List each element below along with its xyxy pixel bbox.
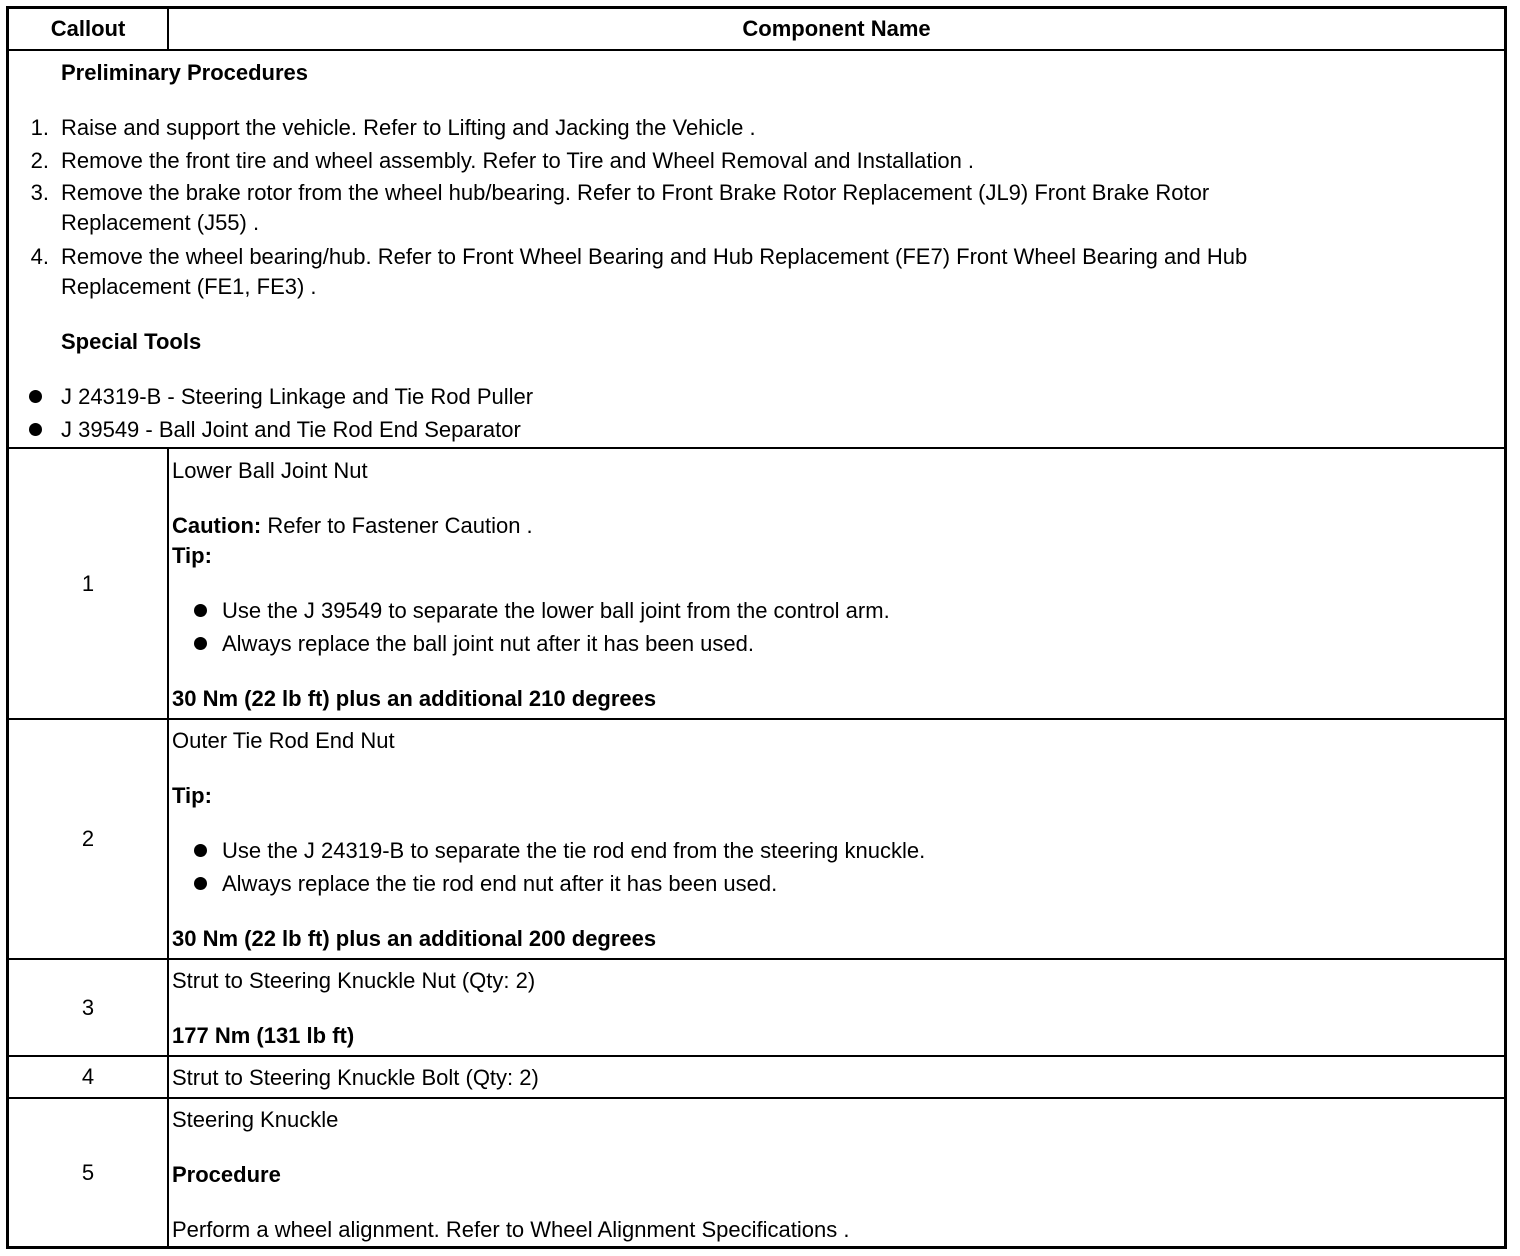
tip-item: Use the J 39549 to separate the lower ball joint from the control arm. bbox=[222, 598, 890, 623]
tip-label: Tip: bbox=[172, 543, 212, 568]
table-row bbox=[9, 1057, 1504, 1099]
step-3-text-line-1: Remove the brake rotor from the wheel hub/bearing. Refer to Front Brake Rotor Replacement (JL9) Front Brake Rotor bbox=[61, 180, 1210, 205]
component-name: Steering Knuckle bbox=[172, 1107, 339, 1132]
component-name-column-header: Component Name bbox=[742, 16, 931, 41]
callout-number: 3 bbox=[81, 994, 95, 1020]
step-number: 1. bbox=[30, 115, 49, 140]
table-row bbox=[9, 960, 1504, 1057]
callout-number: 4 bbox=[81, 1064, 95, 1089]
component-name: Strut to Steering Knuckle Nut (Qty: 2) bbox=[172, 968, 536, 993]
callout-number: 2 bbox=[81, 826, 95, 851]
torque-spec: 30 Nm (22 lb ft) plus an additional 200 degrees bbox=[172, 926, 657, 951]
special-tools-title: Special Tools bbox=[61, 329, 202, 354]
step-1-text: Raise and support the vehicle. Refer to Lifting and Jacking the Vehicle . bbox=[61, 115, 756, 140]
component-name: Outer Tie Rod End Nut bbox=[172, 728, 395, 753]
component-name: Lower Ball Joint Nut bbox=[172, 458, 368, 483]
procedure-text: Perform a wheel alignment. Refer to Wheel Alignment Specifications . bbox=[172, 1217, 850, 1242]
caution-text: Refer to Fastener Caution . bbox=[261, 513, 533, 538]
caution-label: Caution: bbox=[172, 513, 262, 538]
table-row bbox=[9, 1099, 1504, 1246]
table-row bbox=[9, 720, 1504, 960]
preliminary-title: Preliminary Procedures bbox=[61, 60, 309, 85]
step-2-text: Remove the front tire and wheel assembly. Refer to Tire and Wheel Removal and Installation . bbox=[61, 148, 975, 173]
callout-number: 5 bbox=[81, 1159, 95, 1185]
callout-number: 1 bbox=[81, 570, 95, 596]
step-number: 4. bbox=[30, 244, 49, 269]
torque-spec: 30 Nm (22 lb ft) plus an additional 210 degrees bbox=[172, 686, 657, 711]
step-number: 2. bbox=[30, 148, 49, 173]
step-number: 3. bbox=[30, 180, 49, 205]
step-4-text-line-2: Replacement (FE1, FE3) . bbox=[61, 274, 317, 299]
torque-spec: 177 Nm (131 lb ft) bbox=[172, 1023, 355, 1048]
table-header-row bbox=[9, 9, 1504, 51]
tip-label: Tip: bbox=[172, 783, 212, 808]
special-tool-item: J 24319-B - Steering Linkage and Tie Rod Puller bbox=[61, 384, 534, 409]
special-tool-item: J 39549 - Ball Joint and Tie Rod End Separator bbox=[61, 417, 521, 442]
caution-line bbox=[172, 511, 533, 541]
tip-item: Use the J 24319-B to separate the tie rod end from the steering knuckle. bbox=[222, 838, 926, 863]
procedure-table bbox=[6, 6, 1507, 1249]
table-row bbox=[9, 449, 1504, 720]
bullet-icon bbox=[194, 604, 207, 617]
callout-column-header: Callout bbox=[50, 16, 126, 41]
step-3-text-line-2: Replacement (J55) . bbox=[61, 210, 260, 235]
bullet-icon bbox=[194, 637, 207, 650]
component-name: Strut to Steering Knuckle Bolt (Qty: 2) bbox=[172, 1065, 539, 1090]
bullet-icon bbox=[194, 844, 207, 857]
tip-item: Always replace the ball joint nut after it has been used. bbox=[222, 631, 754, 656]
preliminary-section bbox=[9, 51, 1504, 449]
bullet-icon bbox=[29, 390, 42, 403]
tip-item: Always replace the tie rod end nut after it has been used. bbox=[222, 871, 778, 896]
procedure-label: Procedure bbox=[172, 1162, 281, 1187]
step-4-text-line-1: Remove the wheel bearing/hub. Refer to Front Wheel Bearing and Hub Replacement (FE7) Front Wheel Bearing and Hub bbox=[61, 244, 1248, 269]
bullet-icon bbox=[194, 877, 207, 890]
bullet-icon bbox=[29, 423, 42, 436]
